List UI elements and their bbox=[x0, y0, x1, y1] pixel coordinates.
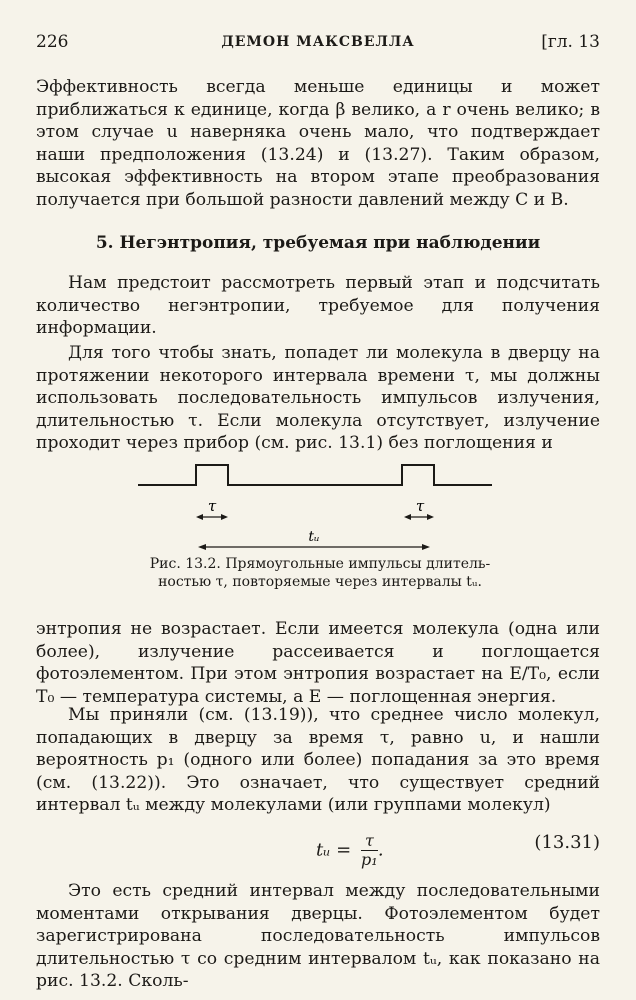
equation-expression bbox=[316, 832, 384, 869]
paragraph-2 bbox=[36, 342, 600, 455]
tu-label: tᵤ bbox=[308, 529, 320, 545]
pulse-figure bbox=[130, 455, 510, 565]
tu-arrow-head-right bbox=[422, 544, 430, 550]
equation-numerator: τ bbox=[361, 832, 378, 851]
paragraph-top bbox=[36, 76, 600, 212]
tau-arrow-2-head-right bbox=[427, 514, 434, 520]
caption-line-1: Рис. 13.2. Прямоугольные импульсы длитель- bbox=[149, 556, 491, 572]
equation-number: (13.31) bbox=[534, 832, 600, 853]
equation-fraction bbox=[361, 832, 378, 869]
running-header bbox=[36, 32, 600, 58]
section-heading: 5. Негэнтропия, требуемая при наблюдении bbox=[95, 233, 541, 253]
running-title: ДЕМОН МАКСВЕЛЛА bbox=[221, 34, 415, 50]
tau-arrow-1-head-left bbox=[196, 514, 203, 520]
paragraph-5 bbox=[36, 880, 600, 993]
tau-arrow-2-head-left bbox=[404, 514, 411, 520]
paragraph-text: Для того чтобы знать, попадет ли молекула в дверцу на протяжении некоторого интервала времени τ, мы должны использовать последовательность импульсов излучения, длительностью τ. Если молекула отсутствует, излучение проходит через прибор (см. рис. 13.1) без поглощения и bbox=[36, 343, 600, 454]
paragraph-text: энтропия не возрастает. Если имеется молекула (одна или более), излучение рассеивается и поглощается фотоэлементом. При этом энтропия возрастает на E/T₀, если T₀ — температура системы, а E — поглощенная энергия. bbox=[36, 619, 600, 707]
equation-lhs: tᵤ = bbox=[316, 839, 352, 861]
equation-13-31 bbox=[36, 820, 600, 870]
equation-trailing: . bbox=[377, 839, 384, 861]
paragraph-text: Это есть средний интервал между последовательными моментами открывания дверцы. Фотоэлементом будет зарегистрирована последовательность импульсов длительностью τ со средним интервалом tᵤ, как показано на рис. 13.2. Сколь- bbox=[36, 881, 600, 992]
equation-denominator: p₁ bbox=[361, 850, 378, 869]
paragraph-text: Нам предстоит рассмотреть первый этап и подсчитать количество негэнтропии, требуемое для получения информации. bbox=[36, 273, 600, 339]
paragraph-4 bbox=[36, 704, 600, 817]
page-number: 226 bbox=[36, 32, 69, 52]
paragraph-text: Мы приняли (см. (13.19)), что среднее число молекул, попадающих в дверцу за время τ, равно u, и нашли вероятность p₁ (одного или более) попадания за это время (см. (13.22)). Это означает, что существует средний интервал tᵤ между молекулами (или группами молекул) bbox=[36, 705, 600, 816]
caption-line-2: ностью τ, повторяемые через интервалы tᵤ. bbox=[158, 574, 482, 590]
tau-label-1: τ bbox=[207, 497, 217, 515]
tau-label-2: τ bbox=[415, 497, 425, 515]
paragraph-3 bbox=[36, 618, 600, 708]
pulse-waveform bbox=[138, 465, 492, 485]
figure-caption bbox=[120, 555, 520, 591]
tu-arrow-head-left bbox=[198, 544, 206, 550]
chapter-marker: [гл. 13 bbox=[541, 32, 600, 52]
tau-arrow-1-head-right bbox=[221, 514, 228, 520]
paragraph-text: Эффективность всегда меньше единицы и может приближаться к единице, когда β велико, а r очень велико; в этом случае u наверняка очень мало, что подтверждает наши предположения (13.24) и (13.27). Таким образом, высокая эффективность на втором этапе преобразования получается при большой разности давлений между C и B. bbox=[36, 77, 600, 210]
paragraph-1 bbox=[36, 272, 600, 340]
